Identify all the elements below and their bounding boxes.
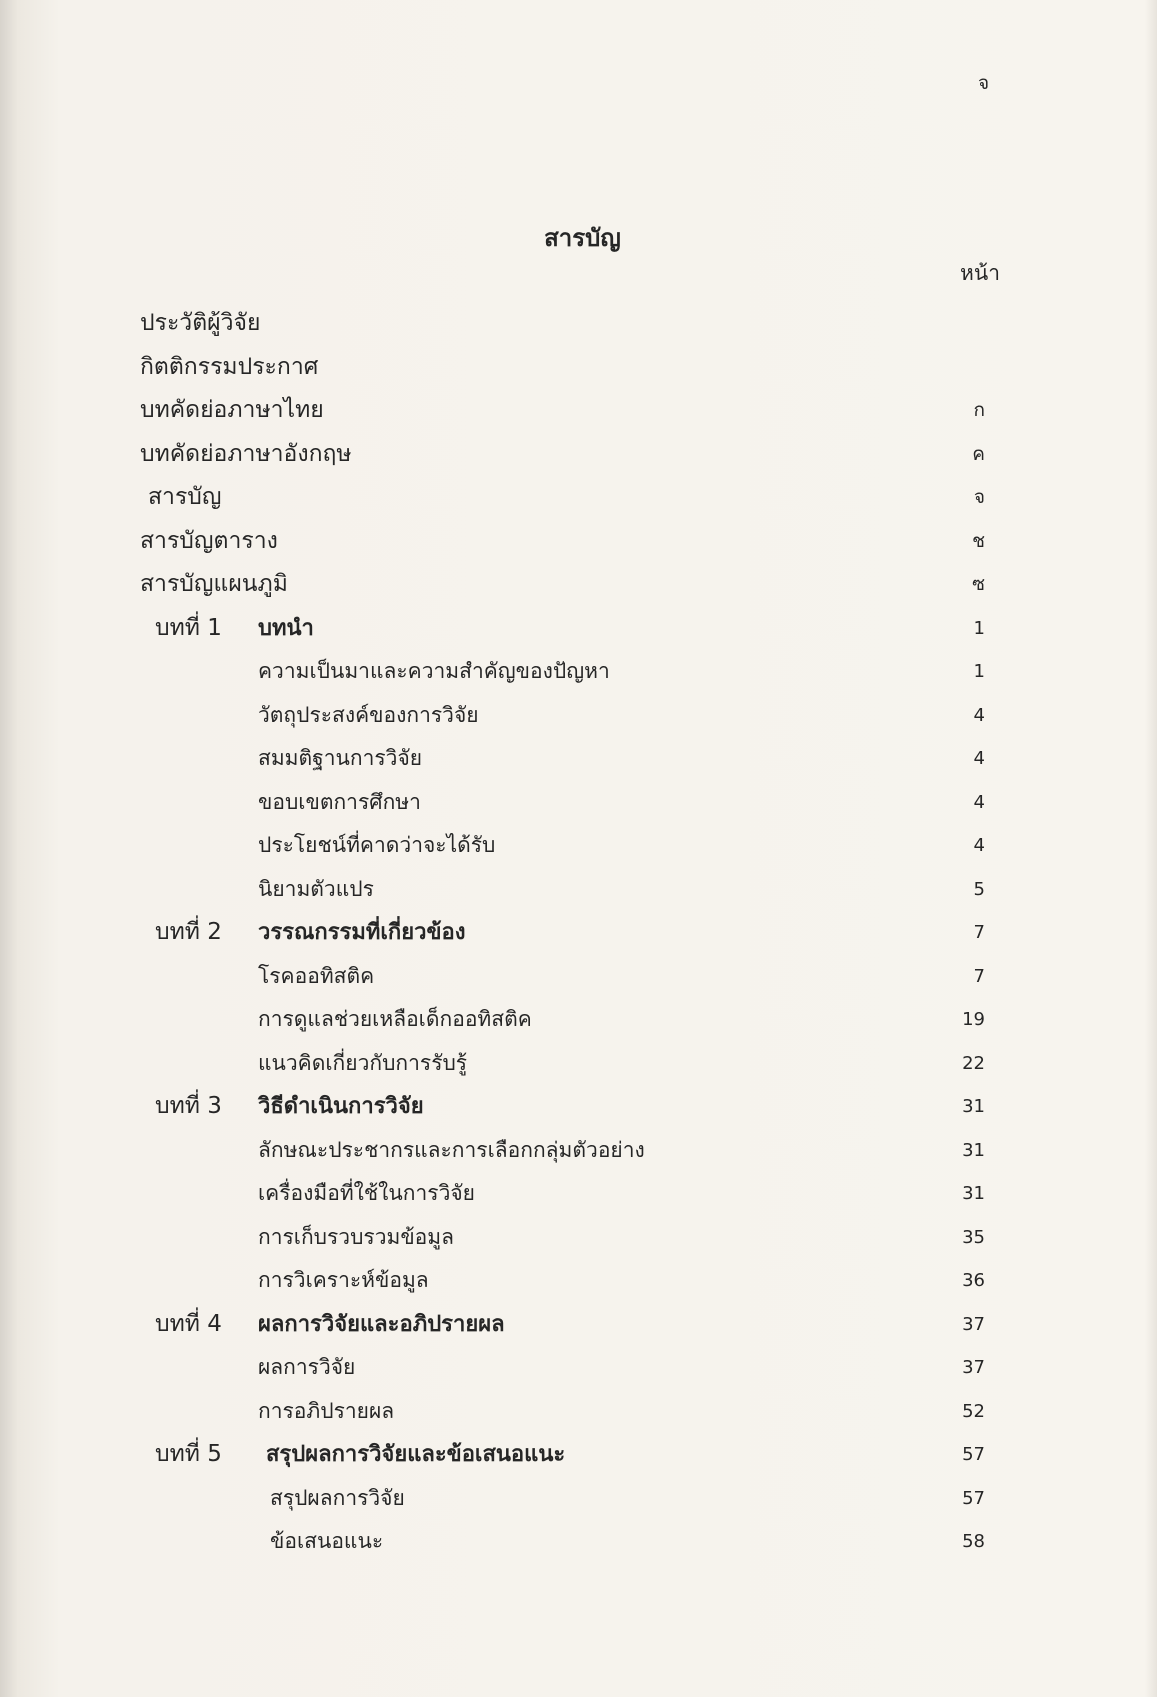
toc-section	[0, 1129, 1157, 1173]
toc-entry-label: สารบัญตาราง	[140, 527, 278, 554]
toc-entry-front	[0, 346, 1157, 390]
toc-entry-page: 58	[962, 1531, 985, 1552]
toc-entry-label: สารบัญ	[148, 484, 222, 510]
toc-entry-page: 22	[962, 1052, 985, 1074]
toc-entry-label: กิตติกรรมประกาศ	[140, 353, 319, 380]
toc-section	[0, 998, 1157, 1042]
toc-entry-label: ประวัติผู้วิจัย	[140, 310, 261, 336]
section-title: สรุปผลการวิจัย	[270, 1485, 405, 1510]
section-title: การดูแลช่วยเหลือเด็กออทิสติค	[258, 1007, 532, 1031]
section-title: การวิเคราะห์ข้อมูล	[258, 1268, 429, 1292]
page-number: จ	[978, 72, 990, 94]
chapter-number: บทที่ 1	[155, 614, 222, 641]
chapter-number: บทที่ 2	[155, 919, 222, 945]
section-title: โรคออทิสติค	[258, 963, 375, 988]
toc-entry-page: 35	[962, 1226, 985, 1248]
chapter-title: บทนำ	[258, 615, 314, 641]
chapter-number: บทที่ 3	[155, 1093, 222, 1119]
toc-section	[0, 1520, 1157, 1564]
toc-entry-page: จ	[973, 486, 985, 508]
toc-entry-page: 4	[973, 791, 985, 813]
toc-entry-front	[0, 476, 1157, 520]
section-title: ข้อเสนอแนะ	[270, 1529, 384, 1553]
toc-entry-page: 1	[973, 617, 985, 639]
toc-entry-page: 31	[962, 1139, 985, 1161]
toc-entry-front	[0, 302, 1157, 346]
toc-section	[0, 868, 1157, 912]
chapter-title: วิธีดำเนินการวิจัย	[258, 1094, 424, 1119]
section-title: การอภิปรายผล	[258, 1398, 395, 1423]
page-column-header: หน้า	[960, 261, 1000, 285]
toc-section	[0, 1390, 1157, 1434]
toc-entry-page: 57	[962, 1444, 985, 1465]
toc-entry-page: 4	[973, 748, 985, 769]
toc-entry-page: ก	[973, 399, 985, 421]
section-title: ผลการวิจัย	[258, 1355, 356, 1379]
toc-chapter-3	[0, 1085, 1157, 1129]
toc-entry-front	[0, 389, 1157, 433]
toc-section	[0, 1042, 1157, 1086]
toc-section	[0, 1346, 1157, 1390]
toc-entry-page: 57	[962, 1487, 985, 1509]
toc-entry-page: 31	[962, 1096, 985, 1117]
table-of-contents	[0, 302, 1157, 1564]
chapter-number: บทที่ 4	[155, 1310, 222, 1337]
toc-chapter-1	[0, 607, 1157, 651]
toc-entry-front	[0, 520, 1157, 564]
toc-entry-page: 7	[973, 965, 985, 987]
toc-entry-front	[0, 433, 1157, 477]
toc-entry-page: 1	[973, 661, 985, 682]
chapter-title: สรุปผลการวิจัยและข้อเสนอแนะ	[266, 1442, 566, 1467]
toc-section	[0, 737, 1157, 781]
toc-entry-page: ค	[972, 442, 985, 465]
toc-section	[0, 650, 1157, 694]
toc-entry-page: 5	[973, 878, 985, 900]
section-title: แนวคิดเกี่ยวกับการรับรู้	[258, 1050, 468, 1075]
toc-section	[0, 955, 1157, 999]
toc-section	[0, 781, 1157, 825]
toc-entry-page: 19	[962, 1009, 985, 1030]
section-title: วัตถุประสงค์ของการวิจัย	[258, 702, 479, 727]
toc-entry-page: ซ	[972, 573, 985, 595]
toc-entry-front	[0, 563, 1157, 607]
toc-entry-page: 7	[973, 922, 985, 943]
toc-section	[0, 694, 1157, 738]
toc-section	[0, 1216, 1157, 1260]
toc-section	[0, 824, 1157, 868]
section-title: ขอบเขตการศึกษา	[258, 789, 421, 814]
section-title: เครื่องมือที่ใช้ในการวิจัย	[258, 1181, 475, 1205]
toc-section	[0, 1172, 1157, 1216]
toc-section	[0, 1259, 1157, 1303]
section-title: สมมติฐานการวิจัย	[258, 746, 423, 770]
section-title: ความเป็นมาและความสำคัญของปัญหา	[258, 659, 610, 683]
section-title: นิยามตัวแปร	[258, 876, 374, 901]
toc-entry-page: 37	[962, 1313, 985, 1335]
toc-entry-page: 37	[962, 1357, 985, 1378]
toc-entry-page: ช	[972, 529, 985, 552]
page-title: สารบัญ	[544, 224, 621, 252]
toc-entry-page: 31	[962, 1183, 985, 1204]
toc-entry-page: 36	[962, 1270, 985, 1291]
chapter-title: ผลการวิจัยและอภิปรายผล	[258, 1311, 505, 1337]
toc-entry-page: 4	[973, 704, 985, 726]
toc-chapter-4	[0, 1303, 1157, 1347]
toc-section	[0, 1477, 1157, 1521]
chapter-title: วรรณกรรมที่เกี่ยวข้อง	[258, 920, 466, 945]
section-title: การเก็บรวบรวมข้อมูล	[258, 1224, 455, 1249]
toc-chapter-5	[0, 1433, 1157, 1477]
toc-chapter-2	[0, 911, 1157, 955]
section-title: ลักษณะประชากรและการเลือกกลุ่มตัวอย่าง	[258, 1137, 645, 1162]
toc-entry-page: 52	[962, 1400, 985, 1422]
toc-entry-page: 4	[973, 835, 985, 856]
chapter-number: บทที่ 5	[155, 1441, 222, 1467]
section-title: ประโยชน์ที่คาดว่าจะได้รับ	[258, 833, 496, 857]
toc-entry-label: สารบัญแผนภูมิ	[140, 571, 288, 597]
toc-entry-label: บทคัดย่อภาษาอังกฤษ	[140, 440, 352, 467]
toc-entry-label: บทคัดย่อภาษาไทย	[140, 397, 324, 423]
